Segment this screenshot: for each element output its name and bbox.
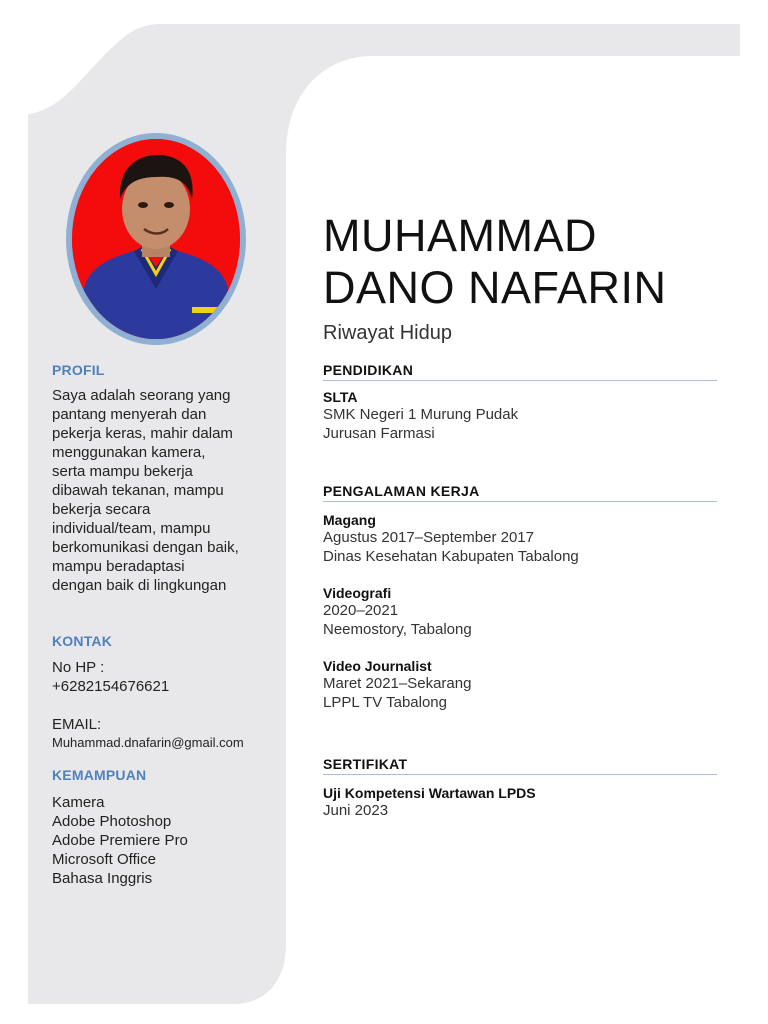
experience-entry-line: 2020–2021 — [323, 602, 399, 619]
skills-section — [52, 767, 282, 888]
experience-entry-line: Neemostory, Tabalong — [323, 621, 472, 638]
education-section — [323, 362, 717, 443]
email-address[interactable]: Muhammad.dnafarin@gmail.com — [52, 735, 244, 750]
experience-entry-title: Video Journalist — [323, 658, 432, 674]
profile-line: bekerja secara — [52, 501, 151, 518]
experience-entry-title: Videografi — [323, 585, 392, 601]
experience-entry-title: Magang — [323, 512, 376, 528]
skill-item: Kamera — [52, 794, 105, 811]
experience-heading: PENGALAMAN KERJA — [323, 483, 717, 502]
name-line-1: MUHAMMAD — [323, 210, 597, 261]
education-heading: PENDIDIKAN — [323, 362, 717, 381]
certificate-entry-line: Juni 2023 — [323, 802, 389, 819]
profile-line: menggunakan kamera, — [52, 444, 206, 461]
certificates-section — [323, 756, 717, 820]
phone-label: No HP : — [52, 659, 105, 676]
profile-line: pekerja keras, mahir dalam — [52, 425, 233, 442]
experience-entry-line: LPPL TV Tabalong — [323, 694, 447, 711]
experience-entry-line: Maret 2021–Sekarang — [323, 675, 472, 692]
email-label: EMAIL: — [52, 716, 102, 733]
profile-section — [52, 362, 282, 595]
experience-entry-line: Dinas Kesehatan Kabupaten Tabalong — [323, 548, 579, 565]
skill-item: Bahasa Inggris — [52, 870, 153, 887]
profile-line: mampu beradaptasi — [52, 558, 185, 575]
profile-line: pantang menyerah dan — [52, 406, 207, 423]
name-line-2: DANO NAFARIN — [323, 262, 667, 313]
education-entry-line: SMK Negeri 1 Murung Pudak — [323, 406, 519, 423]
skill-item: Adobe Photoshop — [52, 813, 172, 830]
profile-line: berkomunikasi dengan baik, — [52, 539, 239, 556]
experience-entry-line: Agustus 2017–September 2017 — [323, 529, 534, 546]
certificate-entry-title: Uji Kompetensi Wartawan LPDS — [323, 785, 536, 801]
profile-line: individual/team, mampu — [52, 520, 211, 537]
profile-line: dibawah tekanan, mampu — [52, 482, 224, 499]
skill-item: Adobe Premiere Pro — [52, 832, 188, 849]
education-entry-line: Jurusan Farmasi — [323, 425, 435, 442]
skills-heading: KEMAMPUAN — [52, 767, 147, 783]
profile-text — [52, 386, 282, 595]
profile-photo — [72, 139, 240, 339]
certificates-heading: SERTIFIKAT — [323, 756, 717, 775]
education-entry-title: SLTA — [323, 389, 358, 405]
experience-section — [323, 483, 717, 712]
profile-line: dengan baik di lingkungan — [52, 577, 227, 594]
profile-line: serta mampu bekerja — [52, 463, 193, 480]
contact-heading: KONTAK — [52, 633, 113, 649]
profile-photo-frame — [66, 133, 246, 345]
document-subtitle: Riwayat Hidup — [323, 322, 452, 344]
phone-number: +6282154676621 — [52, 678, 170, 695]
profile-heading: PROFIL — [52, 362, 105, 378]
profile-line: Saya adalah seorang yang — [52, 387, 231, 404]
skills-list — [52, 793, 282, 888]
full-name — [323, 210, 667, 314]
skill-item: Microsoft Office — [52, 851, 156, 868]
contact-section — [52, 633, 282, 751]
